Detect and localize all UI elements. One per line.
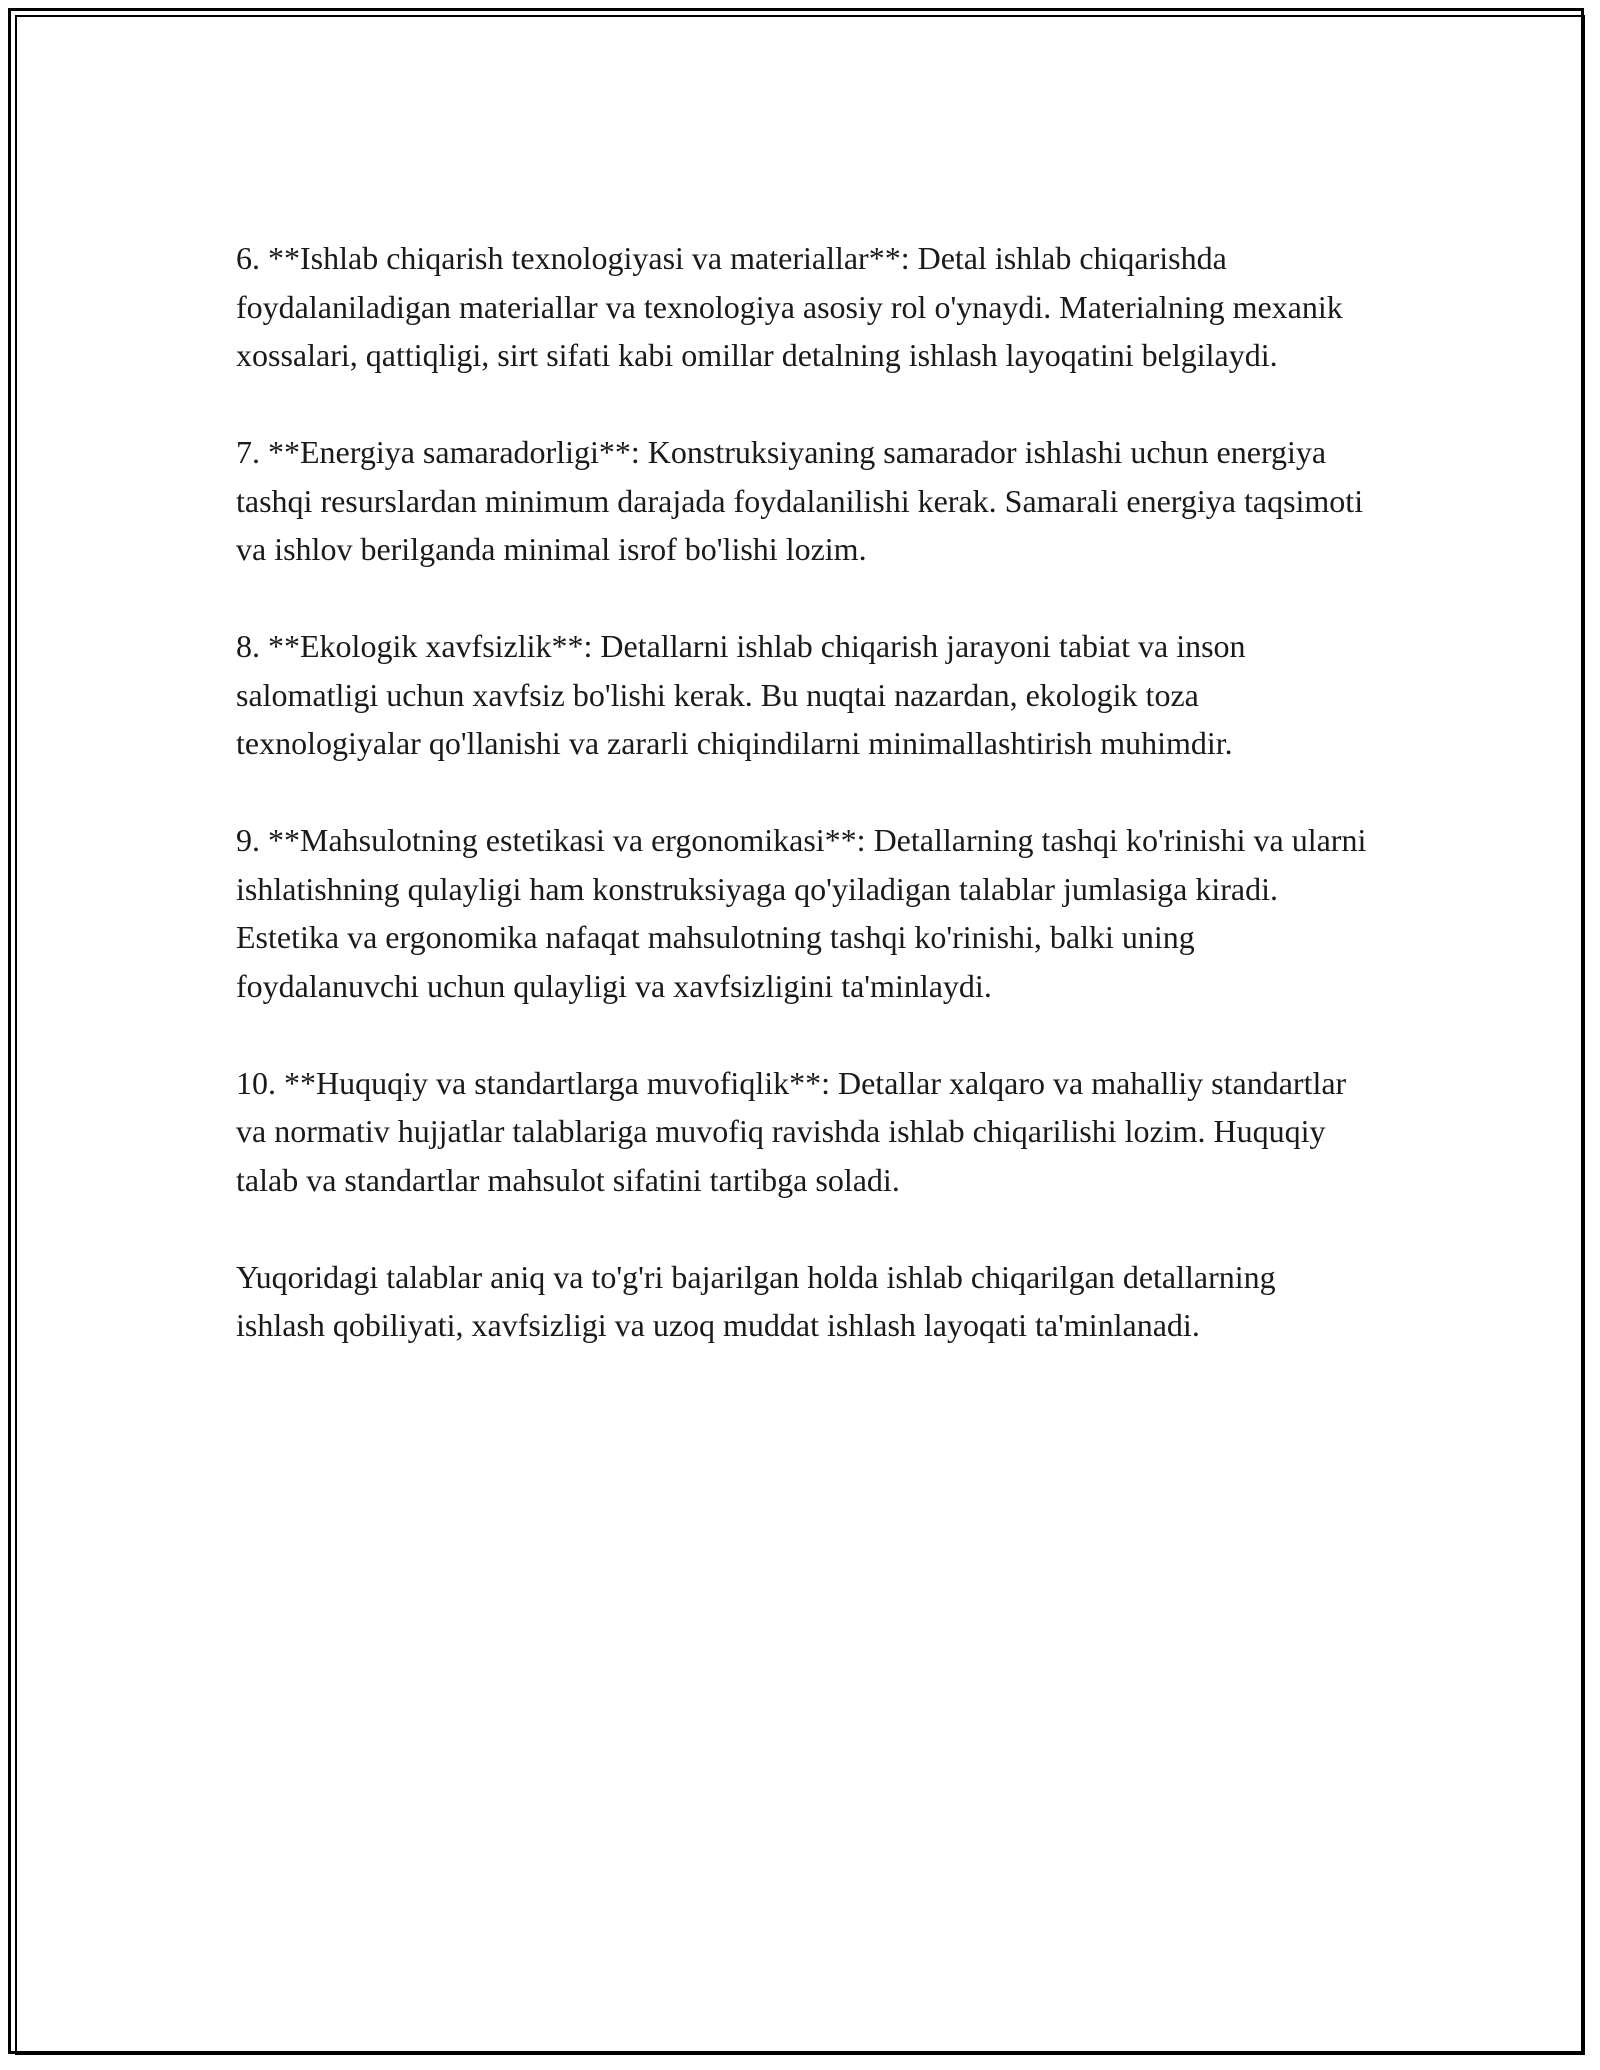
paragraph-conclusion: Yuqoridagi talablar aniq va to'g'ri bajarilgan holda ishlab chiqarilgan detallarning ishlash qobiliyati, xavfsizligi va uzoq muddat ishlash layoqati ta'minlanadi. xyxy=(236,1258,1276,1343)
paragraph-item-10: 10. **Huquqiy va standartlarga muvofiqlik**: Detallar xalqaro va mahalliy standartlar va normativ hujjatlar talablariga muvofiq ravishda ishlab chiqarilishi lozim. Huquqiy talab va standartlar mahsulot sifatini tartibga soladi. xyxy=(236,1064,1347,1198)
document-body xyxy=(236,234,1371,1398)
paragraph-item-6: 6. **Ishlab chiqarish texnologiyasi va materiallar**: Detal ishlab chiqarishda foydalaniladigan materiallar va texnologiya asosiy rol o'ynaydi. Materialning mexanik xossalari, qattiqligi, sirt sifati kabi omillar detalning ishlash layoqatini belgilaydi. xyxy=(236,240,1343,373)
paragraph-item-7: 7. **Energiya samaradorligi**: Konstruksiyaning samarador ishlashi uchun energiya tashqi resurslardan minimum darajada foydalanilishi kerak. Samarali energiya taqsimoti va ishlov berilganda minimal isrof bo'lishi lozim. xyxy=(236,434,1364,567)
paragraph-item-9: 9. **Mahsulotning estetikasi va ergonomikasi**: Detallarning tashqi ko'rinishi va ularni ishlatishning qulayligi ham konstruksiyaga qo'yiladigan talablar jumlasiga kiradi. Estetika va ergonomika nafaqat mahsulotning tashqi ko'rinishi, balki uning foydalanuvchi uchun qulayligi va xavfsizligini ta'minlaydi. xyxy=(236,822,1367,1004)
paragraph-item-8: 8. **Ekologik xavfsizlik**: Detallarni ishlab chiqarish jarayoni tabiat va inson salomatligi uchun xavfsiz bo'lishi kerak. Bu nuqtai nazardan, ekologik toza texnologiyalar qo'llanishi va zararli chiqindilarni minimallashtirish muhimdir. xyxy=(236,628,1246,761)
